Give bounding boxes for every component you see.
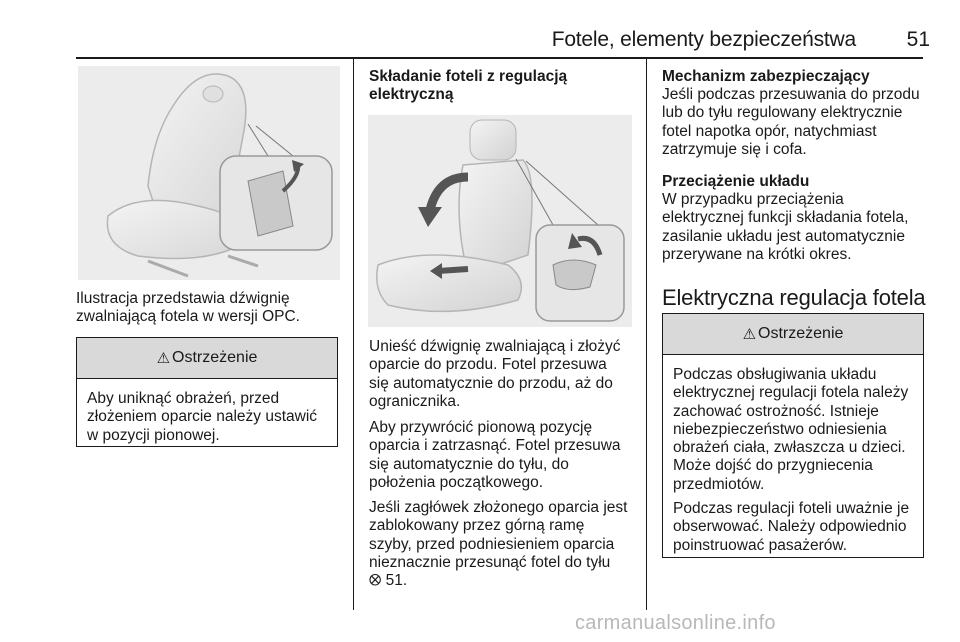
caption-line: zwalniającą fotela w wersji OPC.	[76, 308, 300, 326]
body-line: lub do tyłu regulowany elektrycznie	[662, 104, 903, 122]
heading-line: elektryczną	[369, 86, 454, 104]
paragraph-safety-mechanism	[662, 86, 934, 159]
warning-line: Podczas obsługiwania układu	[673, 366, 877, 383]
body-line: Aby przywrócić pionową pozycję	[369, 419, 593, 436]
paragraph-restore	[369, 419, 641, 492]
electric-seat-illustration	[368, 115, 632, 327]
warning-paragraph	[673, 500, 914, 555]
header-rule	[76, 57, 923, 59]
warning-triangle-icon: ⚠	[156, 350, 171, 367]
body-line: W przypadku przeciążenia	[662, 191, 844, 208]
warning-body	[663, 355, 923, 565]
body-line: zatrzymuje się i cofa.	[662, 140, 807, 158]
warning-title: Ostrzeżenie	[172, 349, 258, 366]
body-line: elektrycznej funkcji składania fotela,	[662, 209, 909, 227]
heading-line: Składanie foteli z regulacją	[369, 68, 568, 85]
body-line: położenia początkowego.	[369, 473, 544, 491]
body-line: oparcia i zatrzasnąć. Fotel przesuwa	[369, 437, 621, 455]
column-divider-2	[646, 58, 647, 610]
warning-line: Aby uniknąć obrażeń, przed	[87, 390, 280, 407]
subheading-safety-mechanism: Mechanizm zabezpieczający	[662, 68, 870, 85]
body-line: ogranicznika.	[369, 392, 461, 410]
warning-header	[663, 314, 923, 355]
warning-box-1	[76, 337, 338, 447]
body-line: się automatycznie do przodu, aż do	[369, 374, 613, 392]
warning-line: poinstruować pasażerów.	[673, 536, 848, 554]
reference-arrow-icon: ⭙	[369, 572, 382, 590]
body-line: przerywane na krótki okres.	[662, 245, 852, 263]
subheading-overload: Przeciążenie układu	[662, 173, 810, 190]
body-line: się automatycznie do tyłu, do	[369, 455, 569, 473]
page-number: 51	[906, 28, 930, 51]
opc-seat-illustration	[78, 66, 340, 280]
body-line: nieznacznie przesunąć fotel do tyłu	[369, 553, 611, 571]
body-line: fotel napotka opór, natychmiast	[662, 122, 877, 140]
section-title-electric-adjustment: Elektryczna regulacja fotela	[662, 285, 926, 310]
warning-line: w pozycji pionowej.	[87, 426, 220, 444]
warning-line: złożeniem oparcie należy ustawić	[87, 408, 318, 426]
body-line: zablokowany przez górną ramę	[369, 517, 585, 535]
warning-line: obrażeń ciała, zwłaszcza u dzieci.	[673, 439, 906, 457]
warning-body	[77, 379, 337, 455]
body-line: zasilanie układu jest automatycznie	[662, 227, 905, 245]
column-divider-1	[353, 58, 354, 610]
body-line: oparcie do przodu. Fotel przesuwa	[369, 356, 607, 374]
warning-header	[77, 338, 337, 379]
caption-line: Ilustracja przedstawia dźwignię	[76, 290, 290, 307]
page-reference-number: 51	[385, 572, 403, 590]
warning-title: Ostrzeżenie	[758, 325, 844, 342]
warning-triangle-icon: ⚠	[742, 326, 757, 343]
warning-line: niebezpieczeństwo odniesienia	[673, 420, 887, 438]
body-line: Unieść dźwignię zwalniającą i złożyć	[369, 338, 621, 355]
paragraph-fold	[369, 338, 641, 411]
warning-line: Podczas regulacji foteli uważnie je	[673, 500, 910, 518]
paragraph-overload	[662, 191, 934, 264]
warning-line: obserwować. Należy odpowiednio	[673, 518, 907, 536]
body-line: Jeśli podczas przesuwania do przodu	[662, 86, 920, 103]
warning-line: Może dojść do przygniecenia	[673, 457, 873, 475]
period: .	[402, 572, 408, 590]
page-reference-link[interactable]	[369, 572, 407, 589]
watermark: carmanualsonline.info	[575, 612, 776, 634]
warning-paragraph	[87, 390, 328, 445]
figure-caption-opc	[76, 290, 346, 327]
warning-paragraph	[673, 366, 914, 494]
section-heading-folding	[369, 68, 639, 105]
warning-line: przedmiotów.	[673, 475, 765, 493]
body-line: Jeśli zagłówek złożonego oparcia jest	[369, 499, 628, 516]
paragraph-headrest	[369, 499, 641, 590]
warning-line: zachować ostrożność. Istnieje	[673, 402, 879, 420]
page-header-title: Fotele, elementy bezpieczeństwa	[551, 28, 856, 51]
warning-box-2	[662, 313, 924, 558]
body-line: szyby, przed podniesieniem oparcia	[369, 535, 615, 553]
warning-line: elektrycznej regulacji fotela należy	[673, 384, 909, 402]
